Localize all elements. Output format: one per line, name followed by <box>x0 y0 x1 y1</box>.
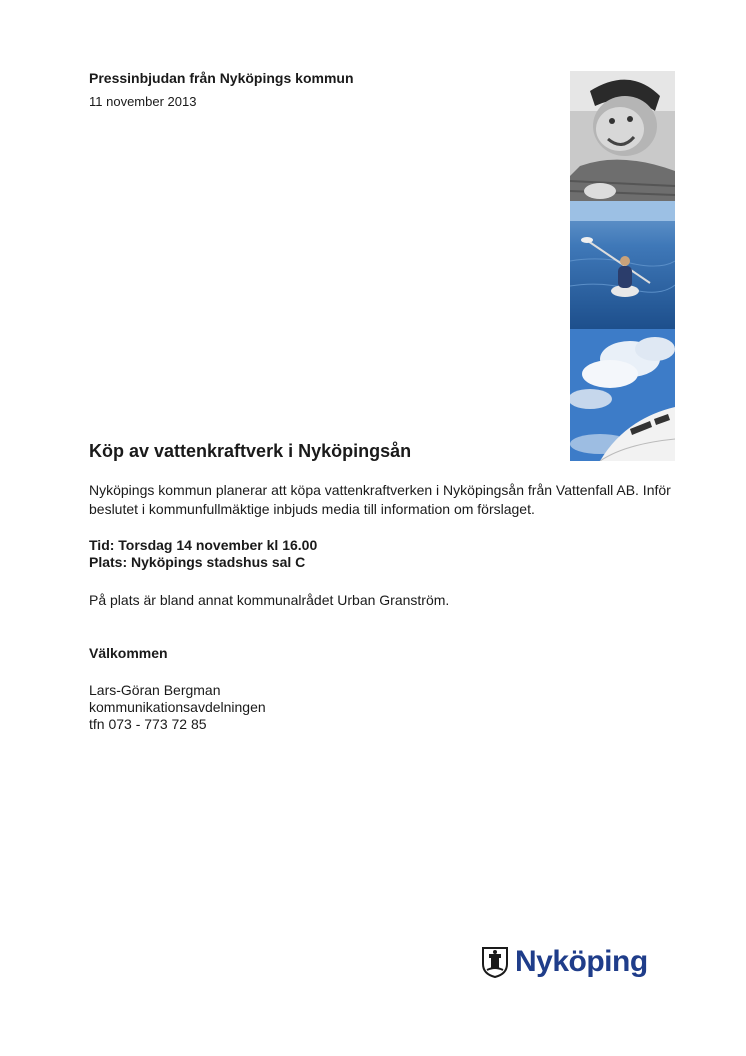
press-invitation-title: Pressinbjudan från Nyköpings kommun <box>89 70 354 86</box>
welcome-text: Välkommen <box>89 645 168 661</box>
logo-wordmark: Nyköping <box>515 945 648 978</box>
contact-name: Lars-Göran Bergman <box>89 682 221 698</box>
contact-department: kommunikationsavdelningen <box>89 699 266 715</box>
press-date: 11 november 2013 <box>89 94 197 109</box>
municipal-crest-icon <box>481 946 509 978</box>
attendee-note: På plats är bland annat kommunalrådet Urban Granström. <box>89 592 450 608</box>
airplane-sky-photo <box>570 329 675 461</box>
contact-block <box>89 682 266 733</box>
nykoping-logo <box>481 944 648 980</box>
event-time: Tid: Torsdag 14 november kl 16.00 <box>89 537 318 553</box>
child-photo <box>570 71 675 201</box>
event-details <box>89 537 317 571</box>
photo-strip <box>570 71 675 461</box>
event-place: Plats: Nyköpings stadshus sal C <box>89 554 306 570</box>
contact-phone: tfn 073 - 773 72 85 <box>89 716 207 732</box>
intro-paragraph: Nyköpings kommun planerar att köpa vattenkraftverken i Nyköpingsån från Vattenfall AB. Inför beslutet i kommunfullmäktige inbjuds media till information om förslaget. <box>89 482 671 517</box>
headline: Köp av vattenkraftverk i Nyköpingsån <box>89 441 412 461</box>
kayaker-photo <box>570 201 675 329</box>
